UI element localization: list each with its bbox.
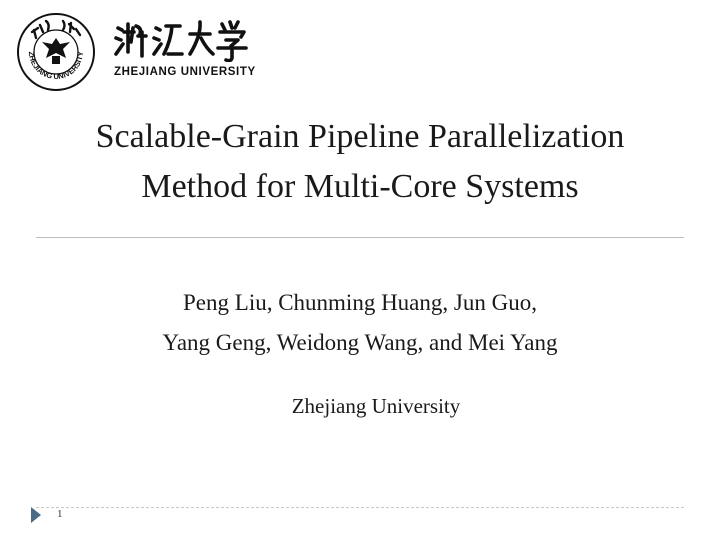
svg-text:ZHEJIANG UNIVERSITY (27, 51, 85, 81)
logo-wordmark (112, 18, 262, 82)
author-list (0, 283, 720, 363)
authors-line-1: Peng Liu, Chunming Huang, Jun Guo, (183, 290, 537, 315)
university-logo (16, 12, 266, 90)
chinese-name-calligraphy (112, 18, 262, 62)
footer-divider (36, 507, 684, 508)
page-number: 1 (57, 508, 63, 520)
title-divider (36, 237, 684, 238)
authors-line-2: Yang Geng, Weidong Wang, and Mei Yang (162, 330, 558, 355)
university-seal-icon (16, 12, 96, 92)
slide-bullet-arrow-icon (30, 506, 42, 524)
title-line-1: Scalable-Grain Pipeline Parallelization (95, 118, 625, 155)
title-line-2: Method for Multi-Core Systems (141, 168, 579, 205)
university-english-name: ZHEJIANG UNIVERSITY (114, 66, 256, 78)
slide-title (20, 112, 700, 212)
affiliation: Zhejiang University (291, 394, 461, 418)
seal-text: ZHEJIANG UNIVERSITY (26, 51, 86, 82)
